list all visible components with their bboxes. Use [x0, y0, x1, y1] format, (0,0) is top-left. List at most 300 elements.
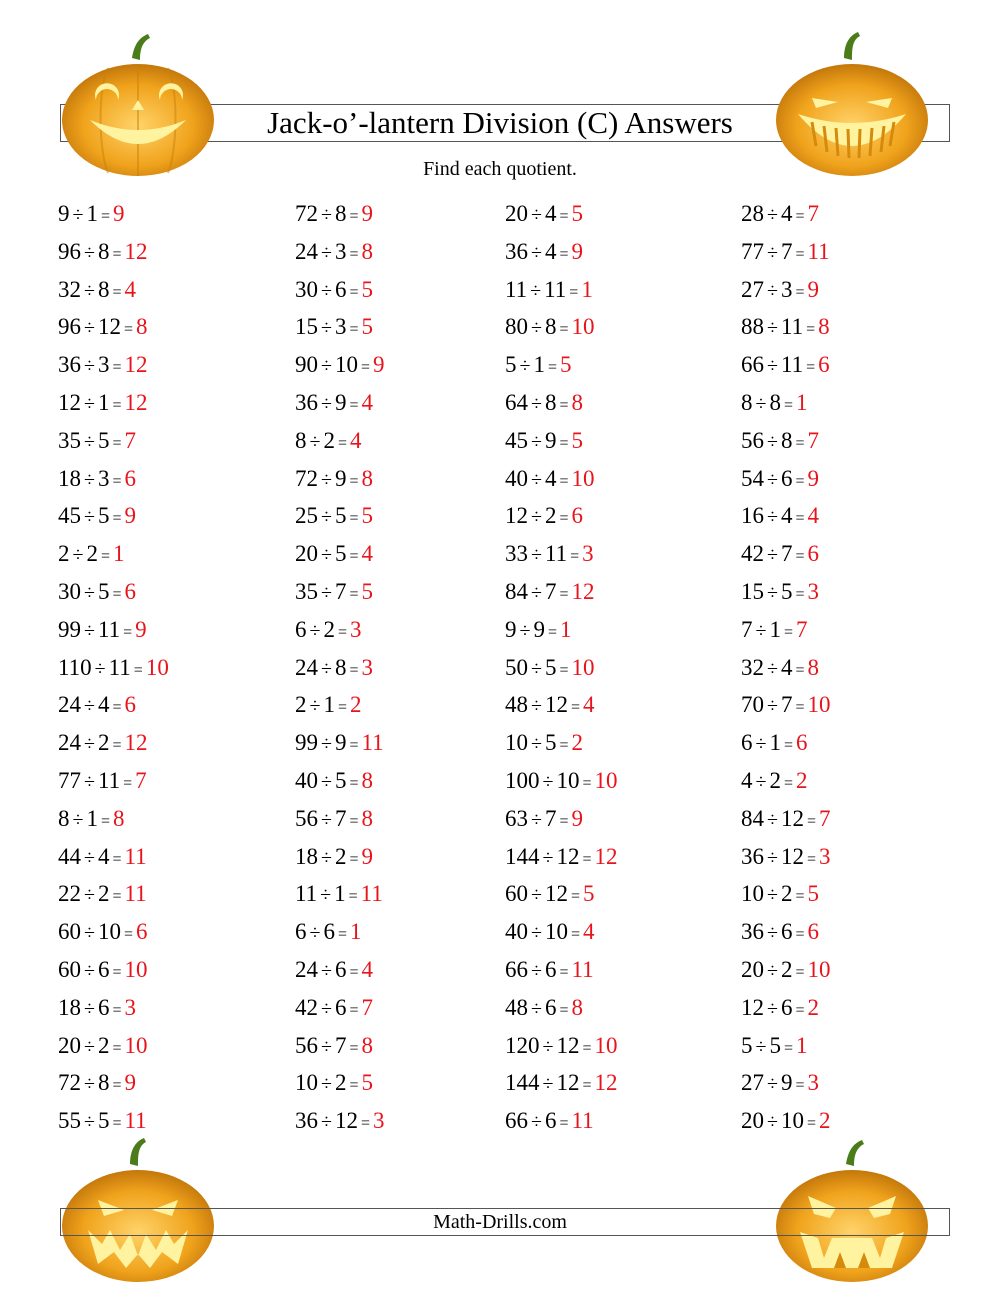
equals-sign: =	[795, 585, 805, 603]
divisor: 6	[97, 994, 110, 1020]
divide-sign: ÷	[767, 884, 778, 907]
divisor: 3	[97, 465, 110, 491]
divide-sign: ÷	[767, 808, 778, 831]
division-problem	[741, 497, 831, 535]
divisor: 8	[780, 427, 793, 453]
division-problem	[295, 384, 385, 422]
division-problem	[58, 838, 169, 876]
equals-sign: =	[559, 737, 569, 755]
division-problem	[58, 649, 169, 687]
divide-sign: ÷	[767, 317, 778, 340]
equals-sign: =	[582, 1039, 592, 1057]
divisor: 8	[97, 1070, 110, 1096]
quotient-answer: 5	[361, 503, 374, 529]
equals-sign: =	[349, 510, 359, 528]
divisor: 2	[334, 1070, 347, 1096]
division-problem	[295, 686, 385, 724]
dividend: 12	[505, 503, 528, 529]
quotient-answer: 7	[807, 427, 820, 453]
divide-sign: ÷	[767, 846, 778, 869]
division-problem	[741, 233, 831, 271]
equals-sign: =	[349, 1077, 359, 1095]
divide-sign: ÷	[309, 430, 321, 453]
divisor: 1	[86, 201, 98, 226]
divide-sign: ÷	[755, 1035, 767, 1058]
divide-sign: ÷	[94, 657, 106, 680]
dividend: 22	[58, 881, 81, 907]
footer-text: Math-Drills.com	[433, 1211, 567, 1233]
divisor: 10	[334, 352, 358, 378]
division-problem	[295, 913, 385, 951]
equals-sign: =	[570, 699, 581, 717]
quotient-answer: 1	[581, 276, 593, 302]
quotient-answer: 3	[582, 541, 594, 567]
divisor: 2	[97, 881, 110, 907]
divisor: 4	[97, 692, 110, 718]
divisor: 9	[334, 465, 347, 491]
division-problem	[58, 233, 169, 271]
quotient-answer: 10	[124, 1032, 148, 1058]
divisor: 3	[97, 352, 110, 378]
divide-sign: ÷	[321, 959, 332, 982]
quotient-answer: 6	[124, 692, 137, 718]
divide-sign: ÷	[531, 884, 542, 907]
equals-sign: =	[795, 245, 805, 263]
equals-sign: =	[112, 510, 122, 528]
dividend: 96	[58, 314, 81, 340]
divide-sign: ÷	[767, 544, 778, 567]
divisor: 2	[780, 956, 793, 982]
divide-sign: ÷	[72, 204, 84, 226]
divisor: 4	[544, 238, 557, 264]
quotient-answer: 5	[361, 578, 374, 604]
equals-sign: =	[559, 245, 569, 263]
equals-sign: =	[349, 396, 359, 414]
quotient-answer: 2	[807, 994, 820, 1020]
equals-sign: =	[795, 963, 805, 981]
equals-sign: =	[349, 472, 359, 490]
divide-sign: ÷	[755, 770, 767, 793]
division-problem	[741, 1027, 831, 1065]
dividend: 36	[295, 389, 318, 415]
equals-sign: =	[559, 434, 569, 452]
dividend: 56	[295, 805, 318, 831]
division-problem	[505, 989, 618, 1027]
quotient-answer: 12	[594, 1070, 618, 1096]
dividend: 77	[58, 767, 81, 793]
dividend: 11	[505, 276, 528, 302]
divide-sign: ÷	[530, 279, 542, 302]
dividend: 16	[741, 503, 764, 529]
divide-sign: ÷	[767, 430, 778, 453]
quotient-answer: 6	[124, 578, 137, 604]
divisor: 12	[556, 1070, 580, 1096]
divisor: 6	[323, 919, 335, 945]
quotient-answer: 12	[124, 352, 148, 378]
quotient-answer: 9	[571, 238, 584, 264]
quotient-answer: 7	[135, 767, 147, 793]
equals-sign: =	[100, 812, 111, 830]
division-problem	[741, 838, 831, 876]
divide-sign: ÷	[321, 544, 332, 567]
divide-sign: ÷	[531, 430, 542, 453]
division-problem	[58, 573, 169, 611]
division-problem	[295, 1027, 385, 1065]
problem-column-3	[505, 195, 618, 1140]
dividend: 36	[505, 238, 528, 264]
divisor: 11	[108, 654, 131, 680]
dividend: 72	[295, 201, 318, 226]
equals-sign: =	[100, 548, 111, 566]
equals-sign: =	[783, 1039, 794, 1057]
divide-sign: ÷	[84, 846, 95, 869]
equals-sign: =	[349, 585, 359, 603]
equals-sign: =	[360, 1115, 371, 1133]
dividend: 44	[58, 843, 81, 869]
division-problem	[295, 1102, 385, 1140]
divide-sign: ÷	[321, 506, 332, 529]
equals-sign: =	[349, 737, 359, 755]
equals-sign: =	[795, 548, 805, 566]
dividend: 8	[295, 427, 307, 453]
divisor: 2	[780, 881, 793, 907]
division-problem	[741, 686, 831, 724]
equals-sign: =	[582, 774, 592, 792]
divide-sign: ÷	[320, 884, 332, 907]
equals-sign: =	[123, 926, 134, 944]
divide-sign: ÷	[84, 959, 95, 982]
equals-sign: =	[795, 926, 805, 944]
divide-sign: ÷	[767, 1111, 778, 1134]
divisor: 1	[323, 692, 335, 718]
problem-column-1	[58, 195, 169, 1140]
dividend: 77	[741, 238, 764, 264]
divide-sign: ÷	[542, 846, 554, 869]
equals-sign: =	[559, 963, 569, 981]
divisor: 11	[780, 352, 804, 378]
dividend: 99	[295, 730, 318, 756]
divide-sign: ÷	[321, 204, 332, 226]
divisor: 7	[780, 541, 793, 567]
division-problem	[295, 649, 385, 687]
problem-column-2	[295, 195, 385, 1140]
equals-sign: =	[559, 661, 569, 679]
dividend: 36	[295, 1108, 318, 1134]
equals-sign: =	[349, 245, 359, 263]
divisor: 4	[544, 465, 557, 491]
dividend: 40	[505, 465, 528, 491]
divisor: 7	[780, 692, 793, 718]
equals-sign: =	[806, 1115, 817, 1133]
equals-sign: =	[337, 699, 348, 717]
equals-sign: =	[349, 1039, 359, 1057]
dividend: 20	[295, 541, 318, 567]
divisor: 5	[97, 1108, 110, 1134]
divide-sign: ÷	[755, 733, 767, 756]
divisor: 2	[86, 541, 98, 567]
division-problem	[741, 913, 831, 951]
dividend: 12	[741, 994, 764, 1020]
division-problem	[505, 195, 618, 233]
division-problem	[58, 724, 169, 762]
quotient-answer: 12	[124, 238, 148, 264]
quotient-answer: 11	[571, 956, 594, 982]
divide-sign: ÷	[321, 241, 332, 264]
division-problem	[505, 384, 618, 422]
equals-sign: =	[112, 245, 122, 263]
dividend: 120	[505, 1032, 540, 1058]
divisor: 12	[780, 843, 804, 869]
equals-sign: =	[123, 321, 134, 339]
divisor: 6	[334, 276, 347, 302]
division-problem	[295, 271, 385, 309]
division-problem	[505, 875, 618, 913]
divisor: 1	[769, 616, 781, 642]
equals-sign: =	[559, 472, 569, 490]
division-problem	[741, 460, 831, 498]
quotient-answer: 11	[571, 1108, 594, 1134]
divisor: 9	[533, 616, 545, 642]
dividend: 8	[741, 389, 753, 415]
division-problem	[741, 989, 831, 1027]
division-problem	[741, 951, 831, 989]
equals-sign: =	[795, 888, 805, 906]
quotient-answer: 7	[819, 805, 831, 831]
dividend: 20	[741, 956, 764, 982]
divisor: 10	[556, 767, 580, 793]
divisor: 1	[334, 881, 346, 907]
dividend: 24	[58, 692, 81, 718]
quotient-answer: 6	[124, 465, 137, 491]
quotient-answer: 3	[819, 843, 831, 869]
divide-sign: ÷	[84, 884, 95, 907]
quotient-answer: 11	[807, 238, 830, 264]
division-problem	[295, 875, 385, 913]
divide-sign: ÷	[84, 619, 95, 642]
quotient-answer: 9	[124, 503, 137, 529]
division-problem	[58, 762, 169, 800]
dividend: 42	[741, 541, 764, 567]
equals-sign: =	[795, 208, 805, 225]
division-problem	[505, 308, 618, 346]
quotient-answer: 12	[571, 578, 595, 604]
division-problem	[58, 875, 169, 913]
division-problem	[295, 460, 385, 498]
division-problem	[58, 535, 169, 573]
quotient-answer: 4	[361, 956, 374, 982]
divide-sign: ÷	[321, 1111, 332, 1134]
divide-sign: ÷	[767, 355, 778, 378]
equals-sign: =	[349, 812, 359, 830]
quotient-answer: 4	[807, 503, 820, 529]
equals-sign: =	[806, 850, 817, 868]
divide-sign: ÷	[309, 695, 321, 718]
dividend: 24	[295, 654, 318, 680]
equals-sign: =	[783, 623, 794, 641]
divisor: 2	[334, 843, 347, 869]
division-problem	[295, 346, 385, 384]
divide-sign: ÷	[531, 695, 542, 718]
dividend: 32	[741, 654, 764, 680]
dividend: 96	[58, 238, 81, 264]
divide-sign: ÷	[767, 468, 778, 491]
quotient-answer: 10	[807, 692, 831, 718]
dividend: 60	[58, 919, 81, 945]
divide-sign: ÷	[531, 997, 542, 1020]
divide-sign: ÷	[531, 657, 542, 680]
dividend: 32	[58, 276, 81, 302]
divide-sign: ÷	[321, 997, 332, 1020]
divide-sign: ÷	[767, 241, 778, 264]
division-problem	[741, 649, 831, 687]
divide-sign: ÷	[767, 1073, 778, 1096]
division-problem	[58, 1102, 169, 1140]
quotient-answer: 3	[124, 994, 137, 1020]
dividend: 56	[741, 427, 764, 453]
divide-sign: ÷	[767, 959, 778, 982]
division-problem	[295, 951, 385, 989]
instructions: Find each quotient.	[423, 158, 577, 180]
equals-sign: =	[112, 1115, 122, 1133]
division-problem	[741, 724, 831, 762]
equals-sign: =	[112, 963, 122, 981]
equals-sign: =	[559, 396, 569, 414]
equals-sign: =	[349, 548, 359, 566]
quotient-answer: 5	[583, 881, 595, 907]
division-problem	[505, 838, 618, 876]
equals-sign: =	[349, 208, 359, 225]
quotient-answer: 2	[796, 767, 808, 793]
quotient-answer: 6	[807, 541, 820, 567]
equals-sign: =	[783, 737, 794, 755]
divide-sign: ÷	[321, 317, 332, 340]
dividend: 12	[58, 389, 81, 415]
divisor: 6	[544, 994, 557, 1020]
quotient-answer: 10	[571, 314, 595, 340]
division-problem	[505, 422, 618, 460]
divisor: 8	[334, 654, 347, 680]
dividend: 36	[741, 919, 764, 945]
division-problem	[505, 800, 618, 838]
equals-sign: =	[123, 623, 133, 641]
equals-sign: =	[112, 434, 122, 452]
quotient-answer: 5	[361, 314, 374, 340]
dividend: 10	[505, 730, 528, 756]
division-problem	[295, 535, 385, 573]
dividend: 70	[741, 692, 764, 718]
equals-sign: =	[559, 1115, 569, 1133]
division-problem	[741, 535, 831, 573]
quotient-answer: 8	[361, 1032, 374, 1058]
divisor: 5	[334, 767, 347, 793]
quotient-answer: 3	[350, 616, 362, 642]
division-problem	[505, 271, 618, 309]
quotient-answer: 3	[807, 1070, 820, 1096]
division-problem	[58, 195, 169, 233]
division-problem	[505, 460, 618, 498]
divisor: 9	[334, 730, 347, 756]
division-problem	[295, 724, 385, 762]
divide-sign: ÷	[321, 657, 332, 680]
division-problem	[58, 686, 169, 724]
equals-sign: =	[795, 1001, 805, 1019]
equals-sign: =	[559, 510, 569, 528]
divisor: 11	[97, 616, 121, 642]
dividend: 18	[58, 465, 81, 491]
divide-sign: ÷	[519, 619, 531, 642]
divisor: 12	[97, 314, 121, 340]
dividend: 40	[295, 767, 318, 793]
divide-sign: ÷	[767, 506, 778, 529]
equals-sign: =	[783, 396, 794, 414]
quotient-answer: 4	[583, 919, 595, 945]
quotient-answer: 8	[571, 389, 584, 415]
quotient-answer: 8	[113, 805, 125, 831]
divisor: 11	[97, 767, 121, 793]
divide-sign: ÷	[531, 506, 542, 529]
division-problem	[295, 195, 385, 233]
division-problem	[741, 195, 831, 233]
division-problem	[505, 611, 618, 649]
division-problem	[741, 875, 831, 913]
equals-sign: =	[795, 434, 805, 452]
divide-sign: ÷	[84, 506, 95, 529]
divide-sign: ÷	[755, 619, 767, 642]
divisor: 8	[544, 389, 557, 415]
quotient-answer: 4	[124, 276, 137, 302]
divisor: 9	[780, 1070, 793, 1096]
dividend: 45	[505, 427, 528, 453]
quotient-answer: 7	[807, 201, 820, 226]
division-problem	[505, 913, 618, 951]
quotient-answer: 5	[571, 427, 584, 453]
division-problem	[295, 989, 385, 1027]
divide-sign: ÷	[84, 279, 95, 302]
equals-sign: =	[582, 850, 592, 868]
division-problem	[58, 951, 169, 989]
divisor: 4	[780, 201, 793, 226]
quotient-answer: 10	[571, 465, 595, 491]
quotient-answer: 3	[373, 1108, 385, 1134]
division-problem	[741, 762, 831, 800]
quotient-answer: 1	[796, 389, 808, 415]
divisor: 11	[544, 276, 567, 302]
dividend: 24	[295, 238, 318, 264]
divide-sign: ÷	[72, 544, 84, 567]
quotient-answer: 6	[818, 352, 830, 378]
divisor: 2	[97, 1032, 110, 1058]
division-problem	[741, 308, 831, 346]
division-problem	[505, 951, 618, 989]
divisor: 1	[533, 352, 545, 378]
divisor: 8	[97, 276, 110, 302]
quotient-answer: 8	[818, 314, 830, 340]
dividend: 9	[58, 201, 70, 226]
dividend: 24	[295, 956, 318, 982]
divisor: 8	[97, 238, 110, 264]
division-problem	[505, 1102, 618, 1140]
quotient-answer: 9	[807, 465, 820, 491]
divisor: 5	[97, 503, 110, 529]
dividend: 88	[741, 314, 764, 340]
equals-sign: =	[795, 472, 805, 490]
equals-sign: =	[348, 888, 358, 906]
quotient-answer: 11	[124, 843, 147, 869]
divide-sign: ÷	[531, 392, 542, 415]
division-problem	[58, 1027, 169, 1065]
equals-sign: =	[349, 850, 359, 868]
divisor: 5	[97, 427, 110, 453]
